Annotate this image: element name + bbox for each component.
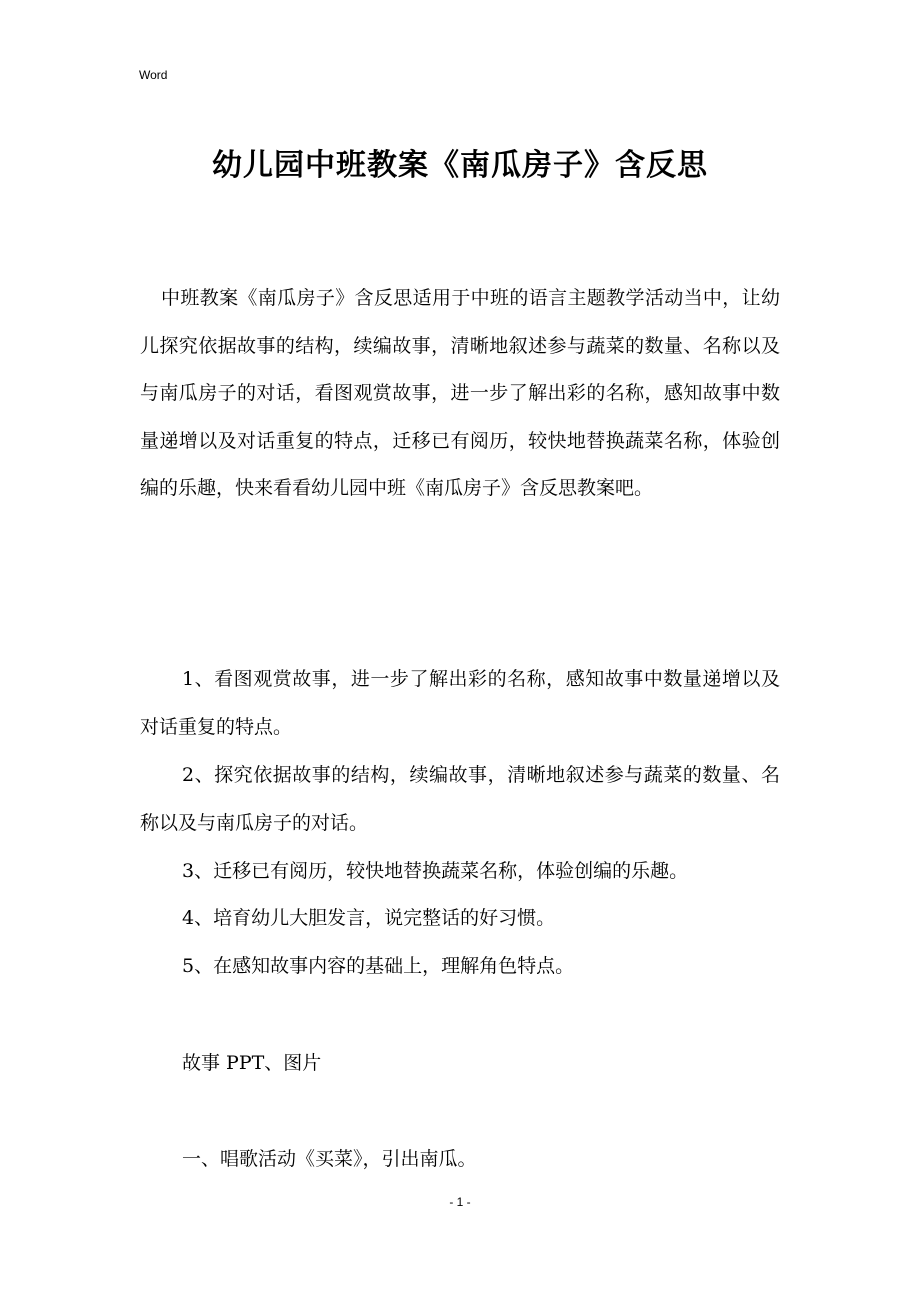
objective-1: 1、看图观赏故事，进一步了解出彩的名称，感知故事中数量递增以及对话重复的特点。 bbox=[140, 668, 780, 738]
objective-2: 2、探究依据故事的结构，续编故事，清晰地叙述参与蔬菜的数量、名称以及与南瓜房子的对话。 bbox=[140, 764, 780, 834]
document-title: 幼儿园中班教案《南瓜房子》含反思 bbox=[212, 148, 708, 183]
activity-step-1: 一、唱歌活动《买菜》，引出南瓜。 bbox=[182, 1148, 477, 1170]
materials-paragraph: 故事 PPT、图片 bbox=[182, 1052, 322, 1074]
header-app-label: Word bbox=[139, 68, 168, 82]
objective-5: 5、在感知故事内容的基础上，理解角色特点。 bbox=[182, 955, 575, 977]
objective-3: 3、迁移已有阅历，较快地替换蔬菜名称，体验创编的乐趣。 bbox=[182, 860, 689, 882]
intro-paragraph: 中班教案《南瓜房子》含反思适用于中班的语言主题教学活动当中，让幼儿探究依据故事的结构，续编故事，清晰地叙述参与蔬菜的数量、名称以及与南瓜房子的对话，看图观赏故事，进一步了解出彩的名称，感知故事中数量递增以及对话重复的特点，迁移已有阅历，较快地替换蔬菜名称，体验创编的乐趣，快来看看幼儿园中班《南瓜房子》含反思教案吧。 bbox=[140, 287, 780, 500]
page-number: - 1 - bbox=[449, 1195, 471, 1209]
objective-4: 4、培育幼儿大胆发言，说完整话的好习惯。 bbox=[182, 907, 556, 929]
